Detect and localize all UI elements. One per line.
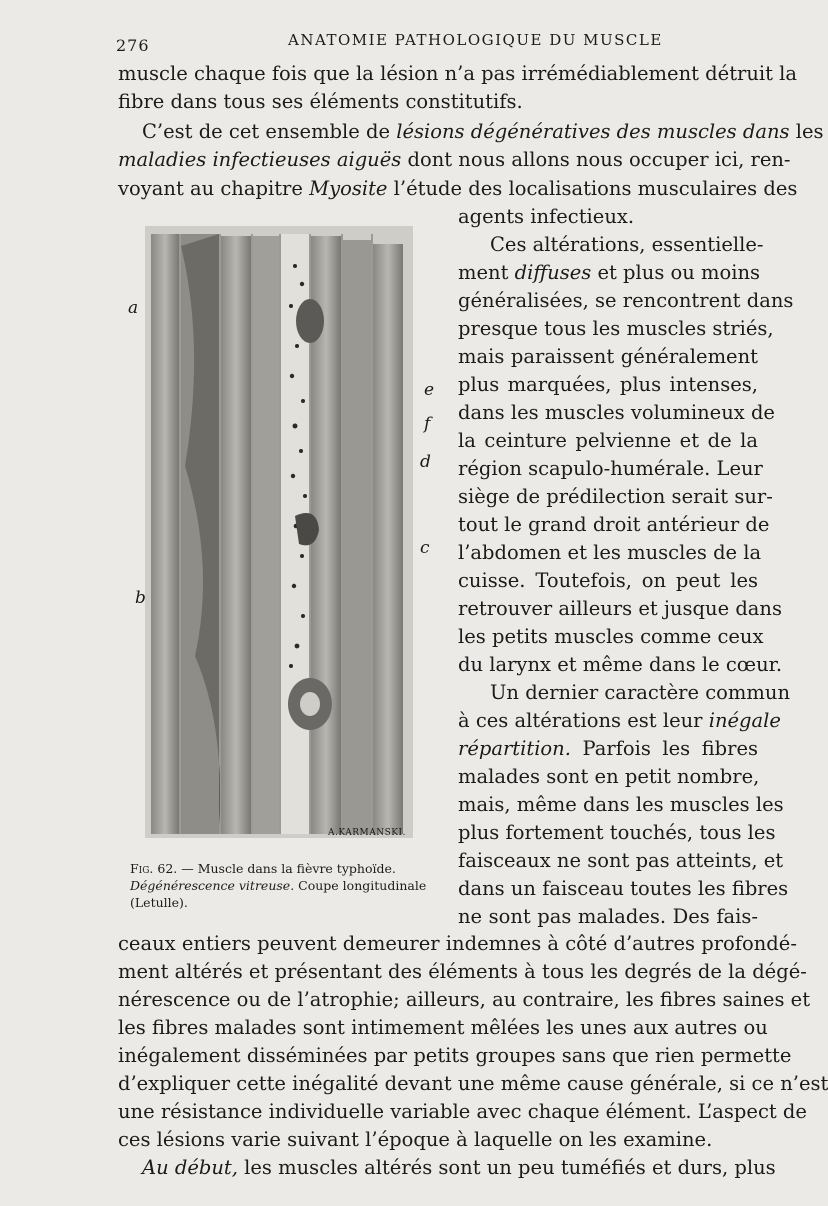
text-line: d’expliquer cette inégalité devant une même cause générale, si ce n’est bbox=[118, 1072, 828, 1095]
muscle-section-illustration bbox=[145, 226, 413, 838]
text-line: dans un faisceau toutes les fibres bbox=[458, 877, 789, 900]
text-line: agents infectieux. bbox=[458, 205, 635, 228]
text-line: retrouver ailleurs et jusque dans bbox=[458, 597, 782, 620]
text-line: plus marquées, plus intenses, bbox=[458, 373, 758, 396]
figure-label-a: a bbox=[128, 298, 139, 318]
text-line: les petits muscles comme ceux bbox=[458, 625, 764, 648]
text-line-emph: répartition. Parfois les fibres bbox=[458, 737, 758, 760]
text-line: fibre dans tous ses éléments constitutifs. bbox=[118, 90, 523, 113]
text-line: tout le grand droit antérieur de bbox=[458, 513, 770, 536]
artist-signature: A.KARMANSKI. bbox=[328, 828, 406, 838]
text-line: généralisées, se rencontrent dans bbox=[458, 289, 794, 312]
text-line: ne sont pas malades. Des fais- bbox=[458, 905, 758, 928]
page-number: 276 bbox=[116, 36, 150, 55]
figure-label-d: d bbox=[420, 452, 431, 472]
text-line: Un dernier caractère commun bbox=[490, 681, 791, 704]
text-line: les fibres malades sont intimement mêlées les unes aux autres ou bbox=[118, 1016, 768, 1039]
figure-caption bbox=[130, 860, 450, 911]
text-line-emph: voyant au chapitre Myosite l’étude des localisations musculaires des bbox=[118, 177, 798, 200]
text-line-emph: C’est de cet ensemble de lésions dégénératives des muscles dans les bbox=[142, 120, 824, 143]
figure-label-b: b bbox=[135, 588, 146, 608]
text-line: cuisse. Toutefois, on peut les bbox=[458, 569, 758, 592]
histology-figure bbox=[145, 226, 413, 838]
text-line: faisceaux ne sont pas atteints, et bbox=[458, 849, 784, 872]
caption-rest: Coupe longitudinale bbox=[298, 878, 427, 893]
text-line-emph: maladies infectieuses aiguës dont nous allons nous occuper ici, ren- bbox=[118, 148, 791, 171]
text-line: ment altérés et présentant des éléments à tous les degrés de la dégé- bbox=[118, 960, 807, 983]
text-line: dans les muscles volumineux de bbox=[458, 401, 775, 424]
text-line: ceaux entiers peuvent demeurer indemnes à côté d’autres profondé- bbox=[118, 932, 797, 955]
text-line-emph: Au début, les muscles altérés sont un peu tuméfiés et durs, plus bbox=[142, 1156, 776, 1179]
text-line: une résistance individuelle variable avec chaque élément. L’aspect de bbox=[118, 1100, 807, 1123]
text-line: mais, même dans les muscles les bbox=[458, 793, 784, 816]
text-line: plus fortement touchés, tous les bbox=[458, 821, 776, 844]
caption-credit: (Letulle). bbox=[130, 895, 188, 910]
figure-label-e: e bbox=[424, 380, 435, 400]
caption-italic: Dégénérescence vitreuse. bbox=[130, 878, 295, 893]
text-line: siège de prédilection serait sur- bbox=[458, 485, 773, 508]
text-line: la ceinture pelvienne et de la bbox=[458, 429, 758, 452]
text-line: du larynx et même dans le cœur. bbox=[458, 653, 783, 676]
text-line: Ces altérations, essentielle- bbox=[490, 233, 764, 256]
text-line: malades sont en petit nombre, bbox=[458, 765, 760, 788]
running-title: ANATOMIE PATHOLOGIQUE DU MUSCLE bbox=[288, 31, 663, 49]
figure-label-f: f bbox=[424, 414, 431, 434]
text-line: muscle chaque fois que la lésion n’a pas irrémédiablement détruit la bbox=[118, 62, 798, 85]
text-line-emph: à ces altérations est leur inégale bbox=[458, 709, 781, 732]
text-line: l’abdomen et les muscles de la bbox=[458, 541, 762, 564]
figure-label-c: c bbox=[420, 538, 430, 558]
text-line: région scapulo-humérale. Leur bbox=[458, 457, 763, 480]
text-line: ces lésions varie suivant l’époque à laquelle on les examine. bbox=[118, 1128, 713, 1151]
text-line: presque tous les muscles striés, bbox=[458, 317, 774, 340]
caption-label: Fig. 62. bbox=[130, 861, 178, 876]
caption-title: — Muscle dans la fièvre typhoïde. bbox=[181, 861, 396, 876]
text-line: mais paraissent généralement bbox=[458, 345, 758, 368]
text-line: inégalement disséminées par petits groupes sans que rien permette bbox=[118, 1044, 792, 1067]
text-line: nérescence ou de l’atrophie; ailleurs, au contraire, les fibres saines et bbox=[118, 988, 811, 1011]
text-line-emph: ment diffuses et plus ou moins bbox=[458, 261, 761, 284]
